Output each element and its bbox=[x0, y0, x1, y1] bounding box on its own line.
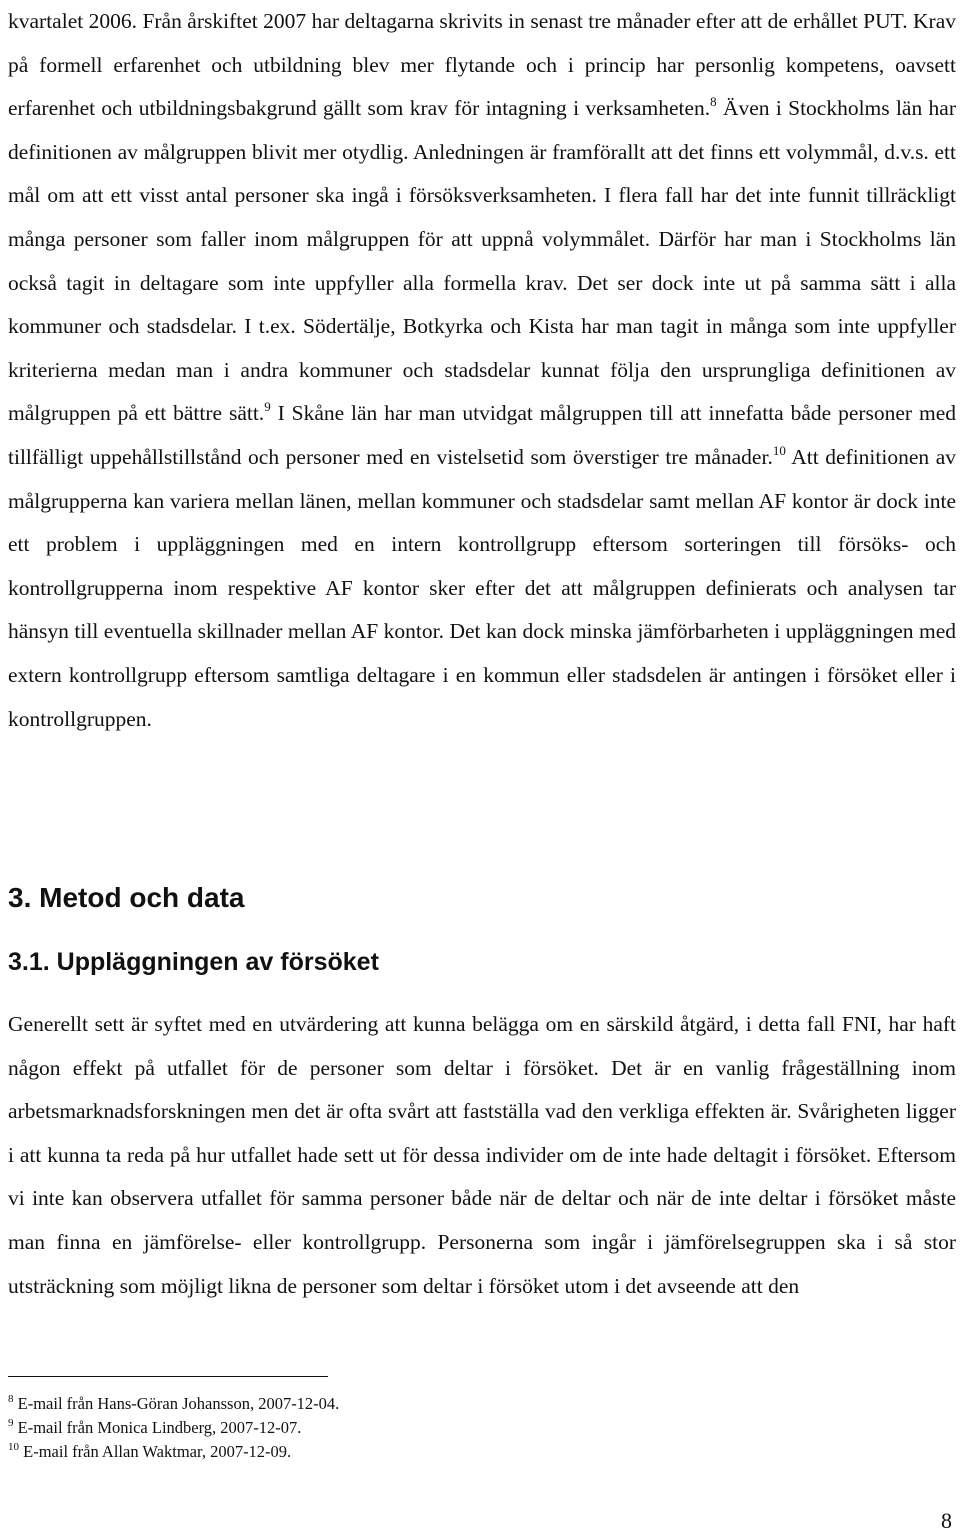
body-paragraph-2: Generellt sett är syftet med en utvärdering att kunna belägga om en särskild åtgärd, i detta fall FNI, har haft någon effekt på utfallet för de personer som deltar i försöket. Det är en vanlig frågeställning inom arbetsmarknadsforskningen men det är ofta svårt att fastställa vad den verkliga effekten är. Svårigheten ligger i att kunna ta reda på hur utfallet hade sett ut för dessa individer om de inte hade deltagit i försöket. Eftersom vi inte kan observera utfallet för samma personer både när de deltar och när de inte deltar i försöket måste man finna en jämförelse- eller kontrollgrupp. Personerna som ingår i jämförelsegruppen ska i så stor utsträckning som möjligt likna de personer som deltar i försöket utom i det avseende att den bbox=[8, 1012, 956, 1298]
footnote-text: E-mail från Monica Lindberg, 2007-12-07. bbox=[13, 1418, 302, 1437]
footnote-text: E-mail från Hans-Göran Johansson, 2007-12-04. bbox=[13, 1394, 340, 1413]
paragraph-text: Att definitionen av målgrupperna kan variera mellan länen, mellan kommuner och stadsdelar samt mellan AF kontor är dock inte ett problem i uppläggningen med en intern kontrollgrupp eftersom sorteringen till försöks- och kontrollgrupperna inom respektive AF kontor sker efter det att målgruppen definierats och analysen tar hänsyn till eventuella skillnader mellan AF kontor. Det kan dock minska jämförbarheten i uppläggningen med extern kontrollgrupp eftersom samtliga deltagare i en kommun eller stadsdelen är antingen i försöket eller i kontrollgruppen. bbox=[8, 444, 956, 731]
subsection-heading: 3.1. Uppläggningen av försöket bbox=[8, 948, 379, 976]
footnote-10 bbox=[8, 1440, 708, 1464]
footnotes bbox=[8, 1392, 708, 1464]
section-heading: 3. Metod och data bbox=[8, 882, 245, 913]
body-paragraph-1 bbox=[8, 0, 956, 741]
footnote-number: 10 bbox=[8, 1440, 19, 1453]
footnote-number: 9 bbox=[8, 1416, 14, 1429]
footnote-ref-8[interactable]: 8 bbox=[710, 94, 717, 110]
footnote-text: E-mail från Allan Waktmar, 2007-12-09. bbox=[19, 1442, 292, 1461]
paragraph-text: Även i Stockholms län har definitionen av målgruppen blivit mer otydlig. Anledningen är framförallt att det finns ett volymmål, d.v.s. ett mål om att ett visst antal personer ska ingå i försöksverksamheten. I flera fall har det inte funnit tillräckligt många personer som faller inom målgruppen för att uppnå volymmålet. Därför har man i Stockholms län också tagit in deltagare som inte uppfyller alla formella krav. Det ser dock inte ut på samma sätt i alla kommuner och stadsdelar. I t.ex. Södertälje, Botkyrka och Kista har man tagit in många som inte uppfyller kriterierna medan man i andra kommuner och stadsdelar kunnat följa den ursprungliga definitionen av målgruppen på ett bättre sätt. bbox=[8, 96, 956, 426]
footnote-number: 8 bbox=[8, 1392, 14, 1405]
footnote-ref-9[interactable]: 9 bbox=[264, 399, 271, 415]
paragraph-text: kvartalet 2006. Från årskiftet 2007 har deltagarna skrivits in senast tre månader efter att de erhållet PUT. Krav på formell erfarenhet och utbildning blev mer flytande och i princip har personlig kompetens, oavsett erfarenhet och utbildningsbakgrund gällt som krav för intagning i verksamheten. bbox=[8, 9, 956, 121]
footnote-separator bbox=[8, 1376, 328, 1377]
footnote-ref-10[interactable]: 10 bbox=[772, 442, 786, 458]
page-number: 8 bbox=[941, 1508, 952, 1533]
footnote-9 bbox=[8, 1416, 708, 1440]
paragraph-text: I Skåne län har man utvidgat målgruppen till att innefatta både personer med tillfälligt uppehållstillstånd och personer med en vistelsetid som överstiger tre månader. bbox=[8, 401, 956, 469]
footnote-8 bbox=[8, 1392, 708, 1416]
